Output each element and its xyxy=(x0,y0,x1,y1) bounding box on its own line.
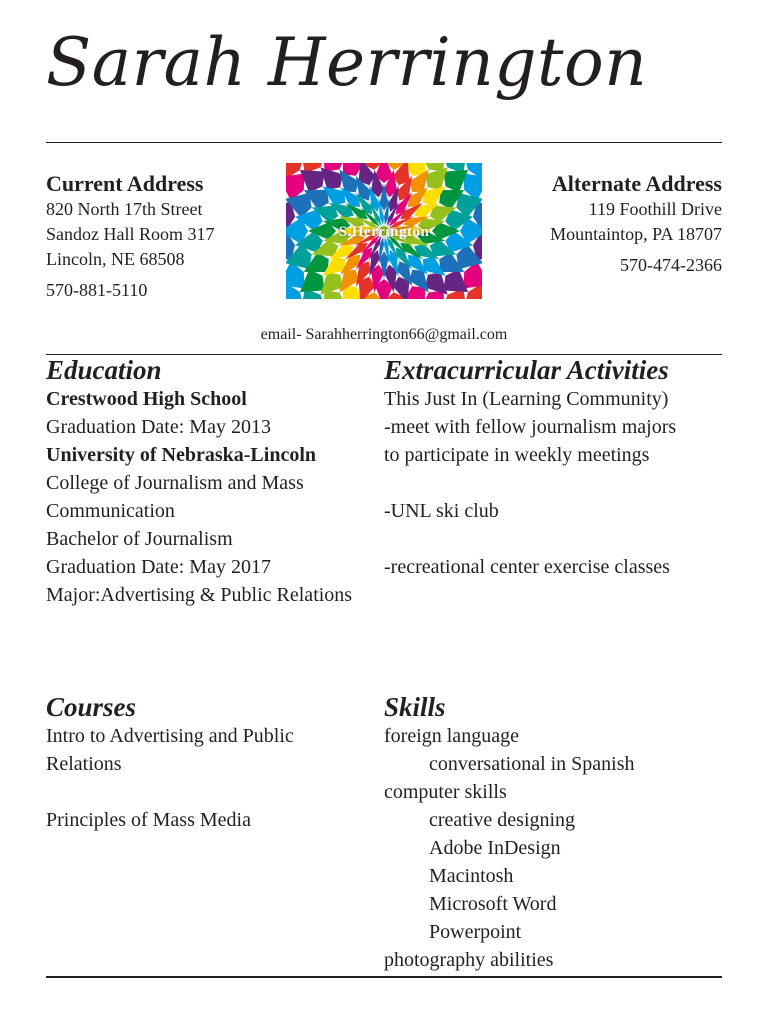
alternate-address-block xyxy=(550,171,722,278)
alternate-address-line-2: Mountaintop, PA 18707 xyxy=(550,224,722,244)
alternate-phone: 570-474-2366 xyxy=(620,255,722,275)
skill-foreign-language: foreign language xyxy=(384,725,519,747)
current-phone: 570-881-5110 xyxy=(46,280,148,300)
resume-name: Sarah Herrington xyxy=(46,24,648,101)
skill-spanish: conversational in Spanish xyxy=(429,753,635,775)
skill-computer: computer skills xyxy=(384,781,507,803)
current-address-line-3: Lincoln, NE 68508 xyxy=(46,249,185,269)
logo-text: S.Herrington xyxy=(338,224,430,240)
kaleidoscope-petal xyxy=(320,167,343,190)
college-line-2: Communication xyxy=(46,500,175,522)
courses-section xyxy=(46,692,376,834)
kaleidoscope-petal xyxy=(425,167,448,190)
kaleidoscope-petal xyxy=(425,272,448,295)
email-line: email- Sarahherrington66@gmail.com xyxy=(260,326,508,343)
major: Major:Advertising & Public Relations xyxy=(46,584,353,606)
crestwood-graduation: Graduation Date: May 2013 xyxy=(46,416,271,438)
logo-image xyxy=(286,163,482,299)
skill-macintosh: Macintosh xyxy=(429,865,514,887)
skills-section xyxy=(384,692,724,974)
degree: Bachelor of Journalism xyxy=(46,528,233,550)
top-rule xyxy=(46,142,722,143)
skill-indesign: Adobe InDesign xyxy=(429,837,561,859)
education-section xyxy=(46,355,386,609)
alternate-address-title: Alternate Address xyxy=(551,171,722,196)
activity-desc-2: to participate in weekly meetings xyxy=(384,444,650,466)
alternate-address-line-1: 119 Foothill Drive xyxy=(588,199,722,219)
skill-word: Microsoft Word xyxy=(429,893,557,915)
activity-exercise-classes: -recreational center exercise classes xyxy=(384,556,670,578)
school-crestwood: Crestwood High School xyxy=(46,388,247,410)
current-address-block xyxy=(46,171,215,303)
college-line-1: College of Journalism and Mass xyxy=(46,472,304,494)
extracurricular-title: Extracurricular Activities xyxy=(384,355,669,385)
bottom-rule xyxy=(46,976,722,978)
current-address-line-2: Sandoz Hall Room 317 xyxy=(46,224,215,244)
skill-powerpoint: Powerpoint xyxy=(429,921,522,943)
course-1-line-2: Relations xyxy=(46,753,122,775)
extracurricular-section xyxy=(384,355,724,581)
activity-learning-community: This Just In (Learning Community) xyxy=(384,388,669,410)
current-address-line-1: 820 North 17th Street xyxy=(46,199,203,219)
activity-desc-1: -meet with fellow journalism majors xyxy=(384,416,677,438)
courses-title: Courses xyxy=(46,692,137,722)
course-1-line-1: Intro to Advertising and Public xyxy=(46,725,294,747)
education-title: Education xyxy=(46,355,162,385)
skills-title: Skills xyxy=(384,692,446,722)
skill-creative-designing: creative designing xyxy=(429,809,576,831)
unl-graduation: Graduation Date: May 2017 xyxy=(46,556,271,578)
skill-photography: photography abilities xyxy=(384,949,554,971)
current-address-title: Current Address xyxy=(46,171,204,196)
activity-ski-club: -UNL ski club xyxy=(384,500,499,522)
kaleidoscope-petal xyxy=(320,272,343,295)
school-unl: University of Nebraska-Lincoln xyxy=(46,444,316,466)
course-2: Principles of Mass Media xyxy=(46,809,251,831)
